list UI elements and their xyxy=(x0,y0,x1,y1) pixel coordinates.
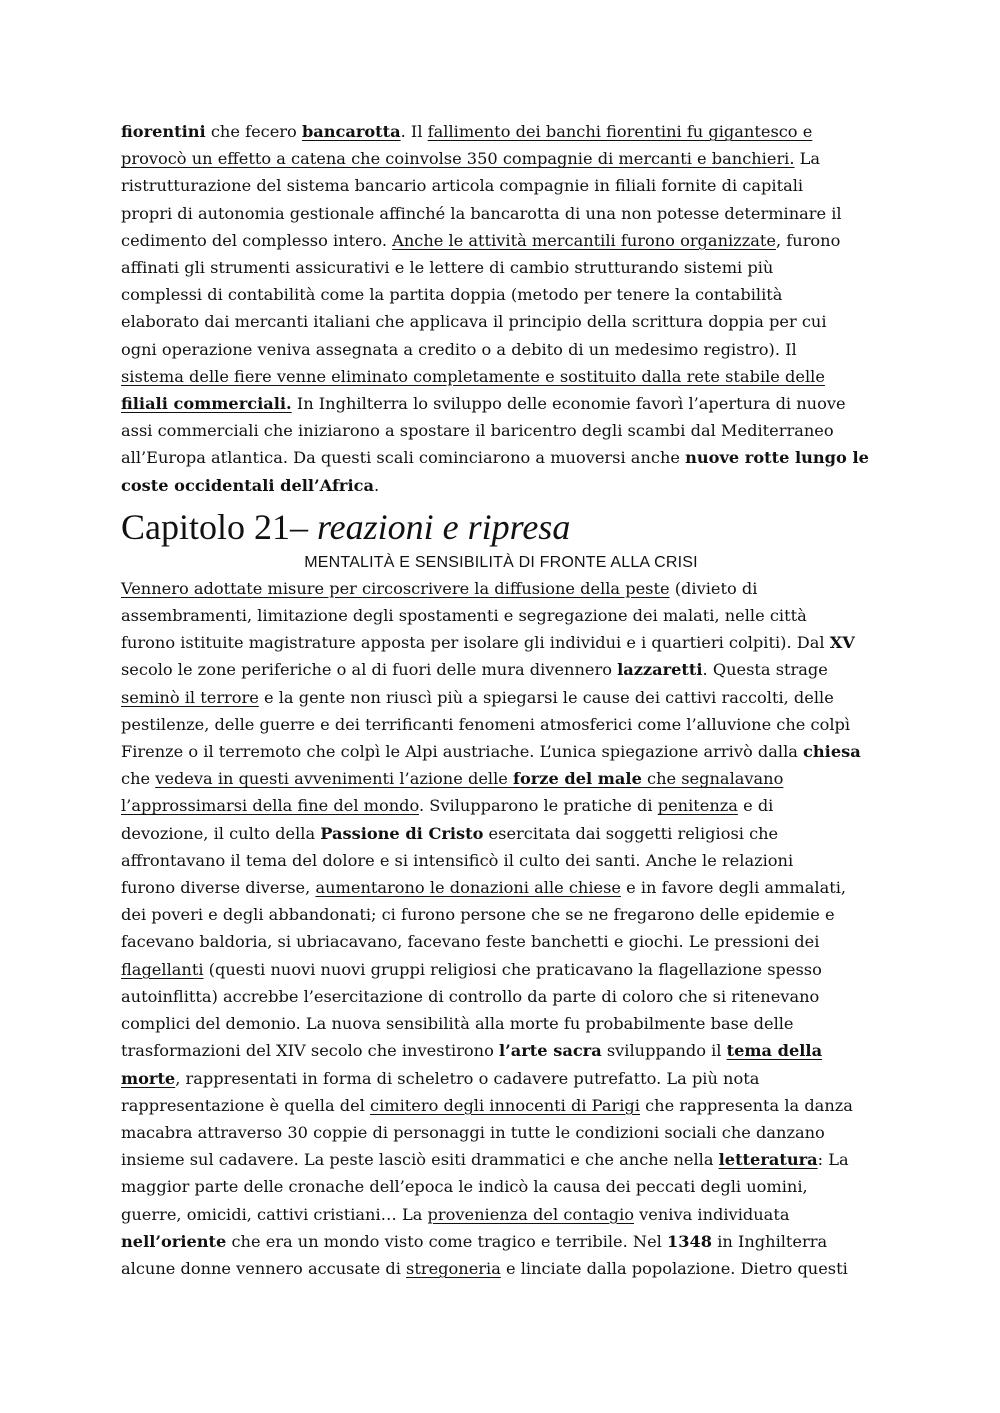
underlined-text: cimitero degli innocenti di Parigi xyxy=(370,1095,640,1115)
text-line xyxy=(121,684,881,711)
bold-underlined-term: forze del male xyxy=(512,769,642,789)
bold-term: XV xyxy=(829,633,855,653)
text-line xyxy=(121,656,881,683)
text-run: (questi nuovi nuovi gruppi religiosi che praticavano la flagellazione spesso xyxy=(203,959,822,979)
text-line: ogni operazione veniva assegnata a credito o a debito di un medesimo registro). Il xyxy=(121,339,797,359)
text-line: assembramenti, limitazione degli spostamenti e segregazione dei malati, nelle città xyxy=(121,606,807,626)
text-line xyxy=(121,145,881,172)
text-run: veniva individuata xyxy=(634,1204,790,1224)
text-run: che rappresenta la danza xyxy=(639,1095,853,1115)
underlined-text: aumentarono le donazioni alle chiese xyxy=(315,878,621,898)
text-run: . Questa strage xyxy=(702,660,828,680)
bold-underlined-term: morte xyxy=(121,1068,176,1088)
text-run: esercitata dai soggetti religiosi che xyxy=(483,823,779,843)
text-line: pestilenze, delle guerre e dei terrificanti fenomeni atmosferici come l’alluvione che colpì xyxy=(121,714,851,734)
bold-underlined-term: bancarotta xyxy=(301,122,401,141)
text-line: elaborato dai mercanti italiani che applicava il principio della scrittura doppia per cui xyxy=(121,312,827,332)
paragraph-banking-crisis xyxy=(121,118,881,499)
text-line xyxy=(121,1037,881,1064)
text-line xyxy=(121,1092,881,1119)
underlined-text: Anche le attività mercantili furono organizzate xyxy=(392,230,776,250)
text-run: sviluppando il xyxy=(601,1041,727,1061)
underlined-text: vedeva in questi avvenimenti l’azione delle xyxy=(155,769,513,789)
text-run: rappresentazione è quella del xyxy=(121,1095,371,1115)
text-run: , rappresentati in forma di scheletro o cadavere putrefatto. La più nota xyxy=(175,1068,760,1088)
underlined-text: provenienza del contagio xyxy=(427,1204,634,1224)
text-line xyxy=(121,227,881,254)
bold-term: nell’oriente xyxy=(121,1231,227,1251)
text-line: affinati gli strumenti assicurativi e le lettere di cambio strutturando sistemi più xyxy=(121,258,774,278)
underlined-text: provocò un effetto a catena che coinvolse 350 compagnie di mercanti e banchieri. xyxy=(121,149,795,169)
bold-term: l’arte sacra xyxy=(499,1041,602,1061)
text-line xyxy=(121,820,881,847)
bold-term: fiorentini xyxy=(121,122,206,141)
underlined-text: stregoneria xyxy=(406,1258,501,1278)
bold-underlined-term: tema della xyxy=(726,1041,823,1061)
text-run: in Inghilterra xyxy=(712,1231,828,1251)
bold-term: coste occidentali dell’Africa xyxy=(121,475,374,495)
bold-term: chiesa xyxy=(803,742,861,762)
text-line xyxy=(121,956,881,983)
text-run: La xyxy=(794,149,821,169)
chapter-heading xyxy=(121,505,881,549)
paragraph-plague-mentality xyxy=(121,575,881,1282)
text-line: autoinflitta) accrebbe l’esercitazione di controllo da parte di coloro che si ritenevano xyxy=(121,986,820,1006)
text-run: , furono xyxy=(775,230,841,250)
text-line xyxy=(121,444,881,471)
text-line: sistema delle fiere venne eliminato completamente e sostituito dalla rete stabile delle xyxy=(121,366,825,386)
text-run: trasformazioni del XIV secolo che investirono xyxy=(121,1041,499,1061)
text-line: propri di autonomia gestionale affinché la bancarotta di una non potesse determinare il xyxy=(121,203,842,223)
text-run: cedimento del complesso intero. xyxy=(121,230,393,250)
text-run: guerre, omicidi, cattivi cristiani… La xyxy=(121,1204,428,1224)
text-run: alcune donne vennero accusate di xyxy=(121,1258,407,1278)
text-run: . xyxy=(373,475,380,495)
text-line: macabra attraverso 30 coppie di personaggi in tutte le condizioni sociali che danzano xyxy=(121,1122,825,1142)
text-run: furono diverse diverse, xyxy=(121,878,316,898)
text-line: affrontavano il tema del dolore e si intensificò il culto dei santi. Anche le relazioni xyxy=(121,850,794,870)
text-line xyxy=(121,765,881,792)
text-line xyxy=(121,738,881,765)
text-run: furono istituite magistrature apposta per isolare gli individui e i quartieri colpiti). Dal xyxy=(121,633,830,653)
section-heading: MENTALITÀ E SENSIBILITÀ DI FRONTE ALLA CRISI xyxy=(304,553,698,571)
text-run: che era un mondo visto come tragico e terribile. Nel xyxy=(226,1231,667,1251)
text-line xyxy=(121,1065,881,1092)
text-line: complessi di contabilità come la partita doppia (metodo per tenere la contabilità xyxy=(121,285,783,305)
text-line xyxy=(121,1255,881,1282)
bold-underlined-term: filiali commerciali. xyxy=(121,394,292,414)
underlined-text: seminò il terrore xyxy=(121,687,259,707)
text-run: che fecero xyxy=(205,122,302,141)
chapter-title: reazioni e ripresa xyxy=(317,506,571,547)
text-line xyxy=(121,1146,881,1173)
text-run: devozione, il culto della xyxy=(121,823,321,843)
underlined-text: l’approssimarsi della fine del mondo xyxy=(121,796,419,816)
bold-term: nuove rotte lungo le xyxy=(685,448,869,468)
text-run: e di xyxy=(737,796,774,816)
text-run: In Inghilterra lo sviluppo delle economie favorì l’apertura di nuove xyxy=(291,394,846,414)
text-run: insieme sul cadavere. La peste lasciò esiti drammatici e che anche nella xyxy=(121,1150,719,1170)
underlined-text: flagellanti xyxy=(121,959,204,979)
text-line: dei poveri e degli abbandonati; ci furono persone che se ne fregarono delle epidemie e xyxy=(121,905,835,925)
bold-term: Passione di Cristo xyxy=(320,823,484,843)
text-line: maggior parte delle cronache dell’epoca le indicò la causa dei peccati degli uomini, xyxy=(121,1177,808,1197)
text-line xyxy=(121,472,881,499)
text-run: all’Europa atlantica. Da questi scali cominciarono a muoversi anche xyxy=(121,448,686,468)
bold-term: lazzaretti xyxy=(617,660,703,680)
text-run: secolo le zone periferiche o al di fuori delle mura divennero xyxy=(121,660,618,680)
underlined-text: fallimento dei banchi fiorentini fu gigantesco e xyxy=(427,122,813,141)
text-line xyxy=(121,118,881,145)
chapter-number: Capitolo 21– xyxy=(121,506,317,547)
underlined-text: Vennero adottate misure per circoscrivere la diffusione della peste xyxy=(121,578,670,598)
text-run: e in favore degli ammalati, xyxy=(620,878,847,898)
text-line xyxy=(121,390,881,417)
underlined-text: penitenza xyxy=(657,796,738,816)
text-line xyxy=(121,1201,881,1228)
text-run: e linciate dalla popolazione. Dietro questi xyxy=(500,1258,848,1278)
text-run: . Il xyxy=(400,122,428,141)
text-run: e la gente non riuscì più a spiegarsi le cause dei cattivi raccolti, delle xyxy=(258,687,834,707)
text-line: complici del demonio. La nuova sensibilità alla morte fu probabilmente base delle xyxy=(121,1014,794,1034)
text-line: facevano baldoria, si ubriacavano, facevano feste banchetti e giochi. Le pressioni dei xyxy=(121,932,820,952)
bold-underlined-term: letteratura xyxy=(718,1150,818,1170)
document-page xyxy=(121,118,881,1282)
text-line xyxy=(121,629,881,656)
text-run: : La xyxy=(817,1150,849,1170)
text-line: assi commerciali che iniziarono a spostare il baricentro degli scambi dal Mediterraneo xyxy=(121,421,834,441)
underlined-text: che segnalavano xyxy=(641,769,784,789)
text-line xyxy=(121,792,881,819)
text-line: ristrutturazione del sistema bancario articola compagnie in filiali fornite di capitali xyxy=(121,176,804,196)
text-line xyxy=(121,1228,881,1255)
text-run: (divieto di xyxy=(669,578,758,598)
text-line xyxy=(121,874,881,901)
text-line xyxy=(121,575,881,602)
bold-term: 1348 xyxy=(667,1231,713,1251)
text-run: che xyxy=(121,769,156,789)
text-run: Firenze o il terremoto che colpì le Alpi austriache. L’unica spiegazione arrivò dalla xyxy=(121,742,804,762)
text-run: . Svilupparono le pratiche di xyxy=(419,796,658,816)
